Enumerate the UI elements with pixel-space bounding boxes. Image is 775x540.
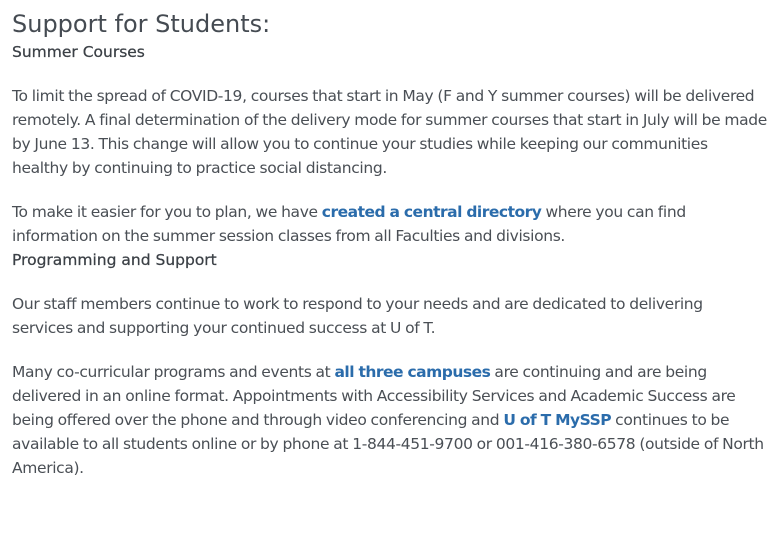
paragraph-text: where you can find information on the summer session classes from all Faculties and divisions. [12,203,686,245]
paragraph-covid-remote-delivery: To limit the spread of COVID-19, courses that start in May (F and Y summer courses) will be delivered remotely. A final determination of the delivery mode for summer courses that start in July will be made by June 13. This change will allow you to continue your studies while keeping our communities healthy by continuing to practice social distancing. [12,87,767,177]
central-directory-link[interactable]: created a central directory [321,203,542,221]
paragraph-staff-members: Our staff members continue to work to respond to your needs and are dedicated to delivering services and supporting your continued success at U of T. [12,295,703,337]
paragraph-text: continues to be available to all students online or by phone at 1-844-451-9700 or 001-416-380-6578 (outside of North America). [12,411,764,477]
paragraph-text: To make it easier for you to plan, we have [12,203,322,221]
section-heading-programming-support: Programming and Support [12,251,217,269]
paragraph-text: are continuing and are being delivered in an online format. Appointments with Accessibility Services and Academic Success are being offered over the phone and through video conferencing and [12,363,736,429]
section-heading-summer-courses: Summer Courses [12,43,145,61]
uoft-myssp-link[interactable]: U of T MySSP [503,411,612,429]
page-title: Support for Students: [12,10,271,38]
paragraph-co-curricular-programs [12,360,767,480]
paragraph-text: Many co-curricular programs and events at [12,363,335,381]
all-three-campuses-link[interactable]: all three campuses [334,363,491,381]
paragraph-central-directory [12,200,767,248]
